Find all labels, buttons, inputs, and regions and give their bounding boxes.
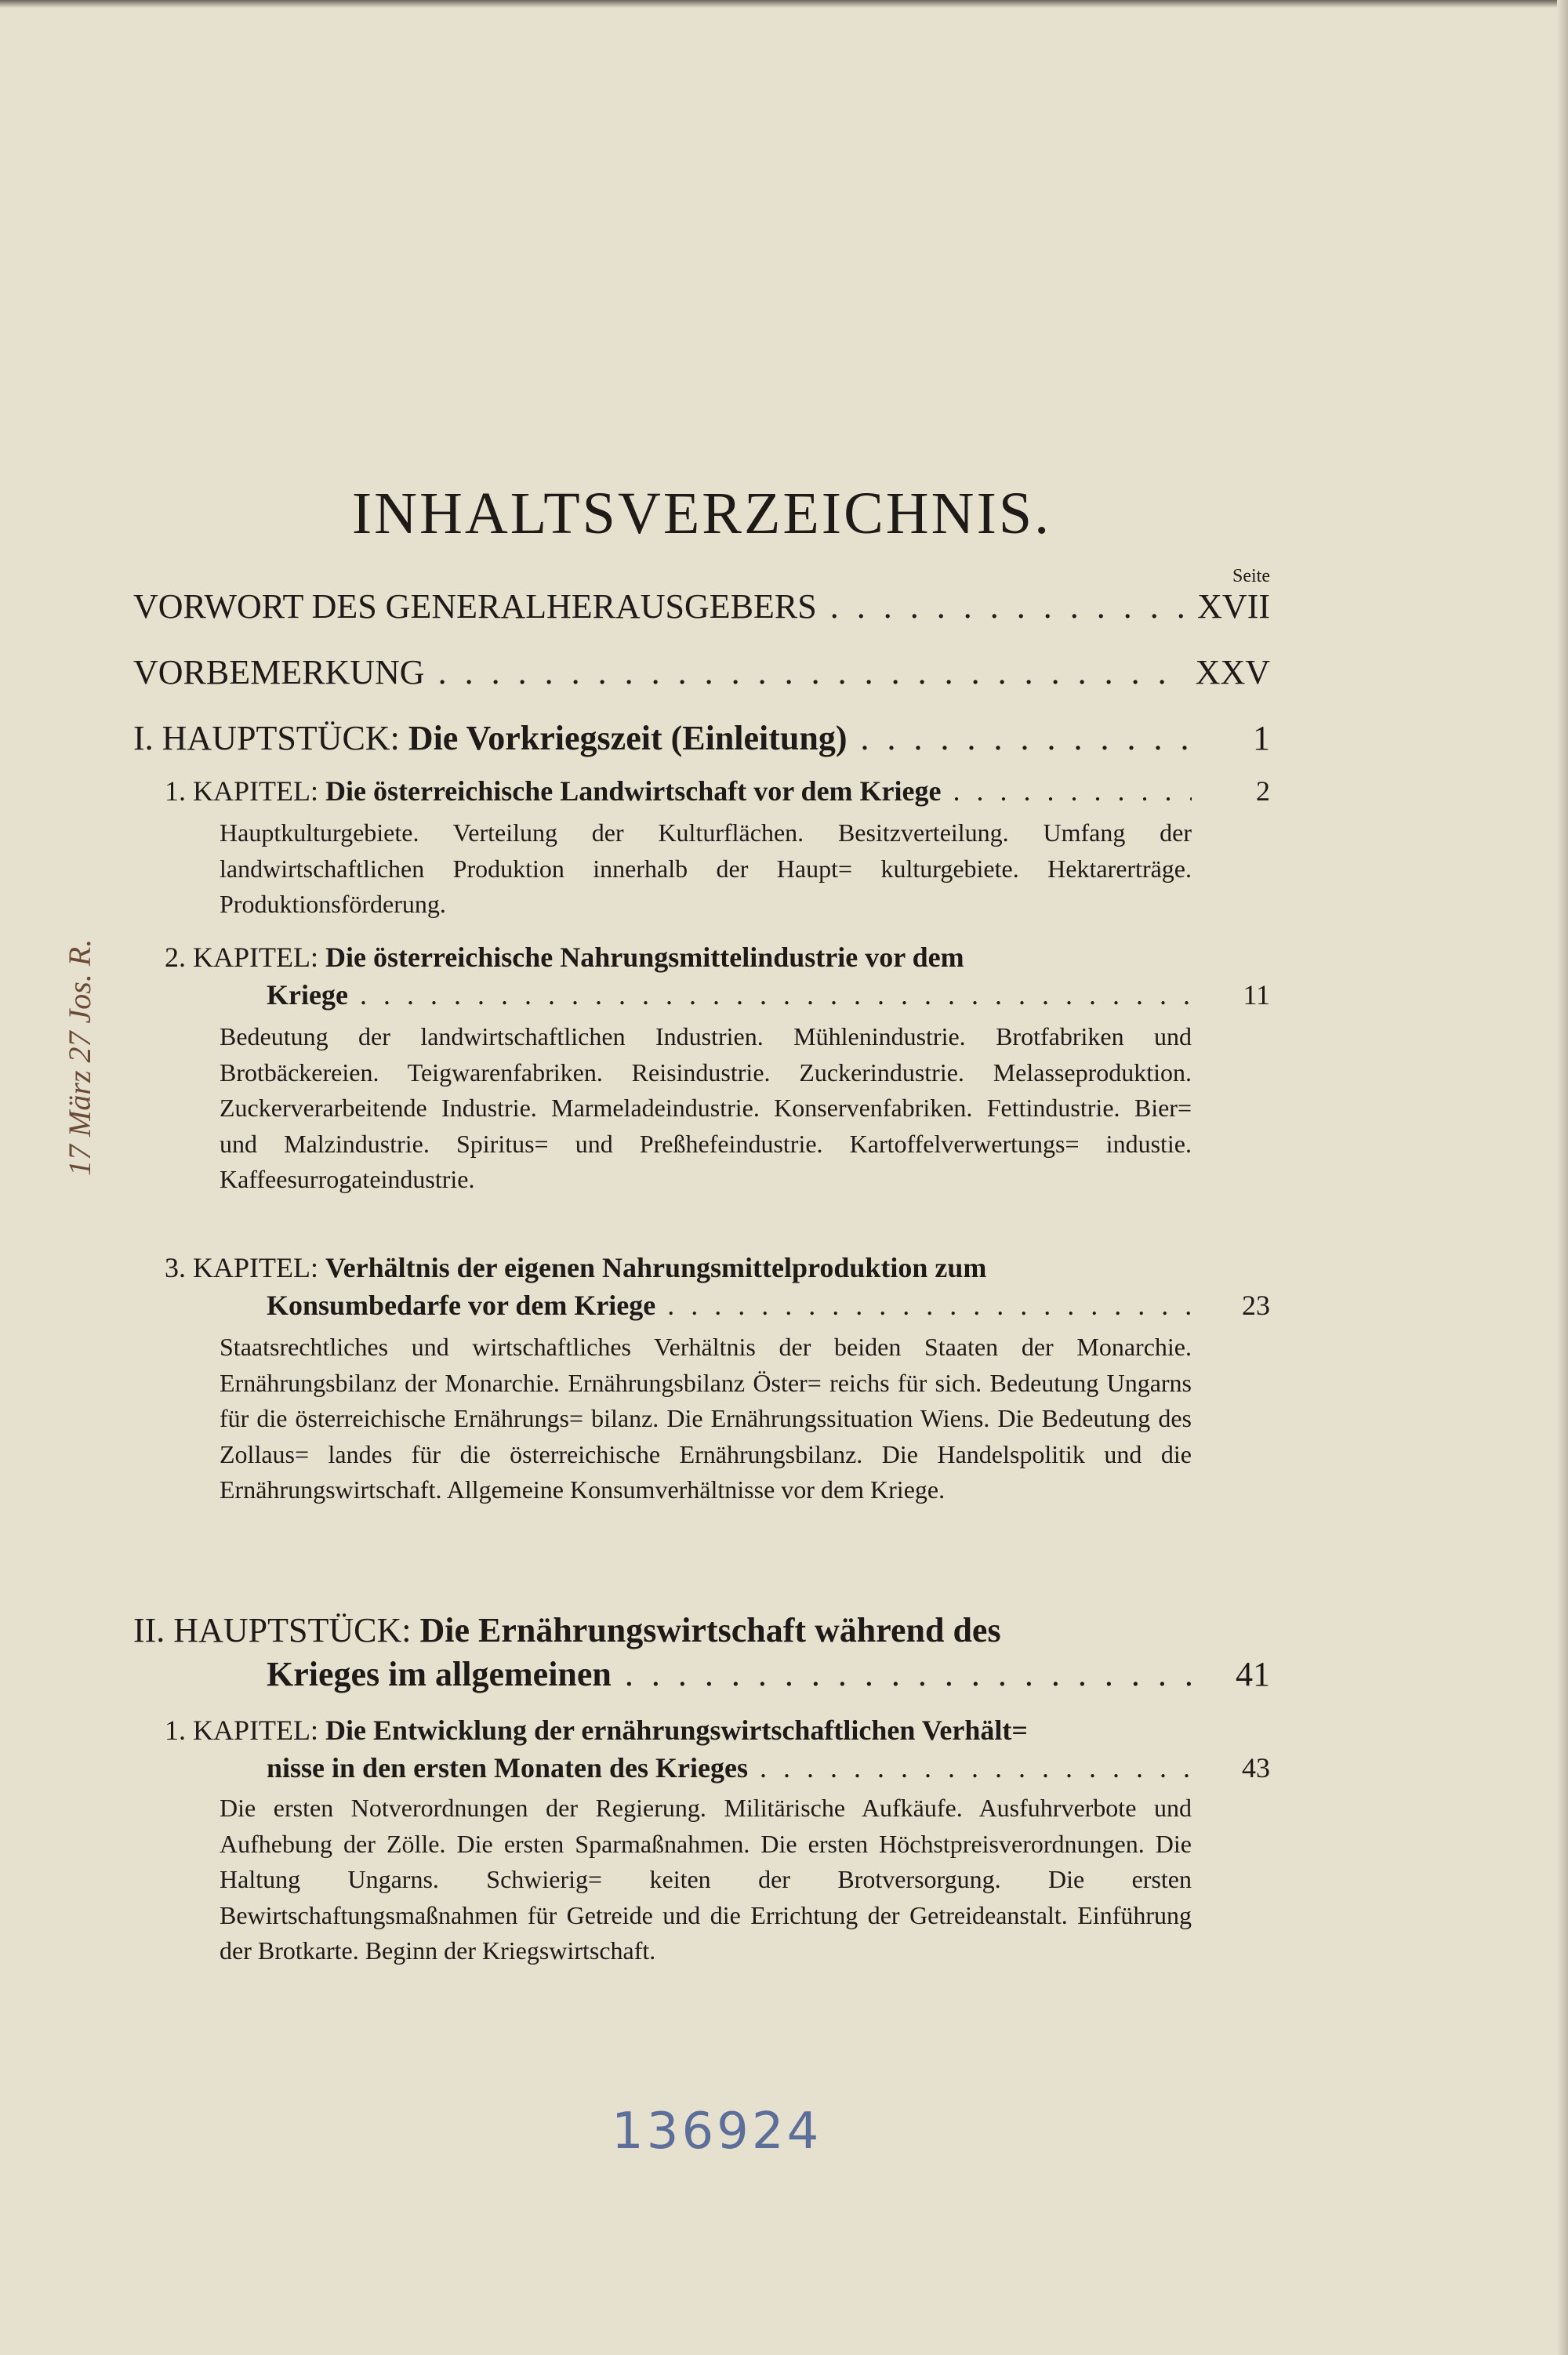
kapitel-title: Die österreichische Landwirtschaft vor dem Kriege (325, 775, 942, 807)
toc-page (133, 0, 1270, 2355)
kapitel-number: 2. KAPITEL: (165, 942, 318, 973)
toc-entry-kapitel-h2-1[interactable] (165, 1714, 1270, 1787)
kapitel-title-line1: Die Entwicklung der ernährungswirtschaftlichen Verhält= (325, 1715, 1028, 1746)
toc-entry-hauptstuck-1[interactable] (133, 718, 1270, 762)
handwritten-margin-note: 17 März 27 Jos. R. (62, 938, 97, 1176)
toc-entry-label: VORWORT DES GENERALHERAUSGEBERS . . . (133, 586, 1184, 626)
page-title: INHALTSVERZEICHNIS. (351, 481, 1052, 546)
hauptstuck-number: I. HAUPTSTÜCK: (133, 719, 400, 757)
toc-entry-page: 2 (1256, 775, 1270, 807)
toc-entry-label: VORBEMERKUNG . . . (133, 652, 1184, 692)
toc-entry-vorbemerkung[interactable] (133, 652, 1270, 696)
page-column-header: Seite (1232, 566, 1270, 586)
kapitel-number: 3. KAPITEL: (165, 1252, 318, 1283)
kapitel-number: 1. KAPITEL: (165, 775, 318, 807)
kapitel-title-line1: Die österreichische Nahrungsmittelindustrie vor dem (325, 942, 964, 973)
hauptstuck-title-line1: Die Ernährungswirtschaft während des (419, 1611, 1001, 1649)
toc-entry-hauptstuck-2[interactable] (133, 1610, 1270, 1698)
kapitel-title-line1: Verhältnis der eigenen Nahrungsmittelproduktion zum (325, 1252, 987, 1283)
kapitel-title-line2: nisse in den ersten Monaten des Krieges (267, 1752, 748, 1783)
inventory-stamp: 136924 (612, 2103, 822, 2161)
kapitel-description: Die ersten Notverordnungen der Regierung. Militärische Aufkäufe. Ausfuhrverbote und Aufhebung der Zölle. Die ersten Sparmaßnahmen. Die ersten Höchstpreisverordnungen. Die Haltung Ungarns. Schwierig= keiten der Brotversorgung. Die ersten Bewirtschaftungsmaßnahmen für Getreide und die Errichtung der Getreideanstalt. Einführung der Brotkarte. Beginn der Kriegswirtschaft. (220, 1794, 1192, 1965)
hauptstuck-title-line2: Krieges im allgemeinen (267, 1655, 612, 1693)
page-right-edge (1557, 0, 1568, 2355)
toc-entry-page: 41 (1236, 1655, 1270, 1693)
toc-entry-vorwort[interactable] (133, 586, 1270, 630)
hauptstuck-title: Die Vorkriegszeit (Einleitung) (408, 719, 848, 757)
kapitel-title-line2: Kriege (267, 979, 348, 1011)
hauptstuck-number: II. HAUPTSTÜCK: (133, 1611, 412, 1649)
kapitel-description: Staatsrechtliches und wirtschaftliches Verhältnis der beiden Staaten der Monarchie. Ernährungsbilanz der Monarchie. Ernährungsbilanz Öster= reichs für sich. Bedeutung Ungarns für die österreichische Ernährungs= bilanz. Die Ernährungssituation Wiens. Die Bedeutung des Zollaus= landes für die österreichische Ernährungsbilanz. Die Handelspolitik und die Ernährungswirtschaft. Allgemeine Konsumverhältnisse vor dem Kriege. (220, 1333, 1192, 1504)
toc-entry-kapitel-1[interactable] (165, 775, 1270, 811)
toc-entry-page: 43 (1242, 1752, 1270, 1783)
toc-entry-kapitel-2[interactable] (165, 941, 1270, 1014)
toc-entry-page: XXV (1195, 653, 1270, 691)
kapitel-number: 1. KAPITEL: (165, 1715, 318, 1746)
kapitel-description: Bedeutung der landwirtschaftlichen Industrien. Mühlenindustrie. Brotfabriken und Brotbäckereien. Teigwarenfabriken. Reisindustrie. Zuckerindustrie. Melasseproduktion. Zuckerverarbeitende Industrie. Marmeladeindustrie. Konservenfabriken. Fettindustrie. Bier= und Malzindustrie. Spiritus= und Preßhefeindustrie. Kartoffelverwertungs= industie. Kaffeesurrogateindustrie. (220, 1022, 1192, 1193)
kapitel-description: Hauptkulturgebiete. Verteilung der Kulturflächen. Besitzverteilung. Umfang der landwirtschaftlichen Produktion innerhalb der Haupt= kulturgebiete. Hektarerträge. Produktionsförderung. (220, 818, 1192, 918)
toc-entry-page: 23 (1242, 1290, 1270, 1321)
toc-entry-page: 11 (1243, 979, 1270, 1011)
toc-entry-page: XVII (1197, 587, 1270, 626)
toc-entry-kapitel-3[interactable] (165, 1251, 1270, 1325)
toc-entry-page: 1 (1253, 719, 1270, 757)
kapitel-title-line2: Konsumbedarfe vor dem Kriege (267, 1290, 656, 1321)
